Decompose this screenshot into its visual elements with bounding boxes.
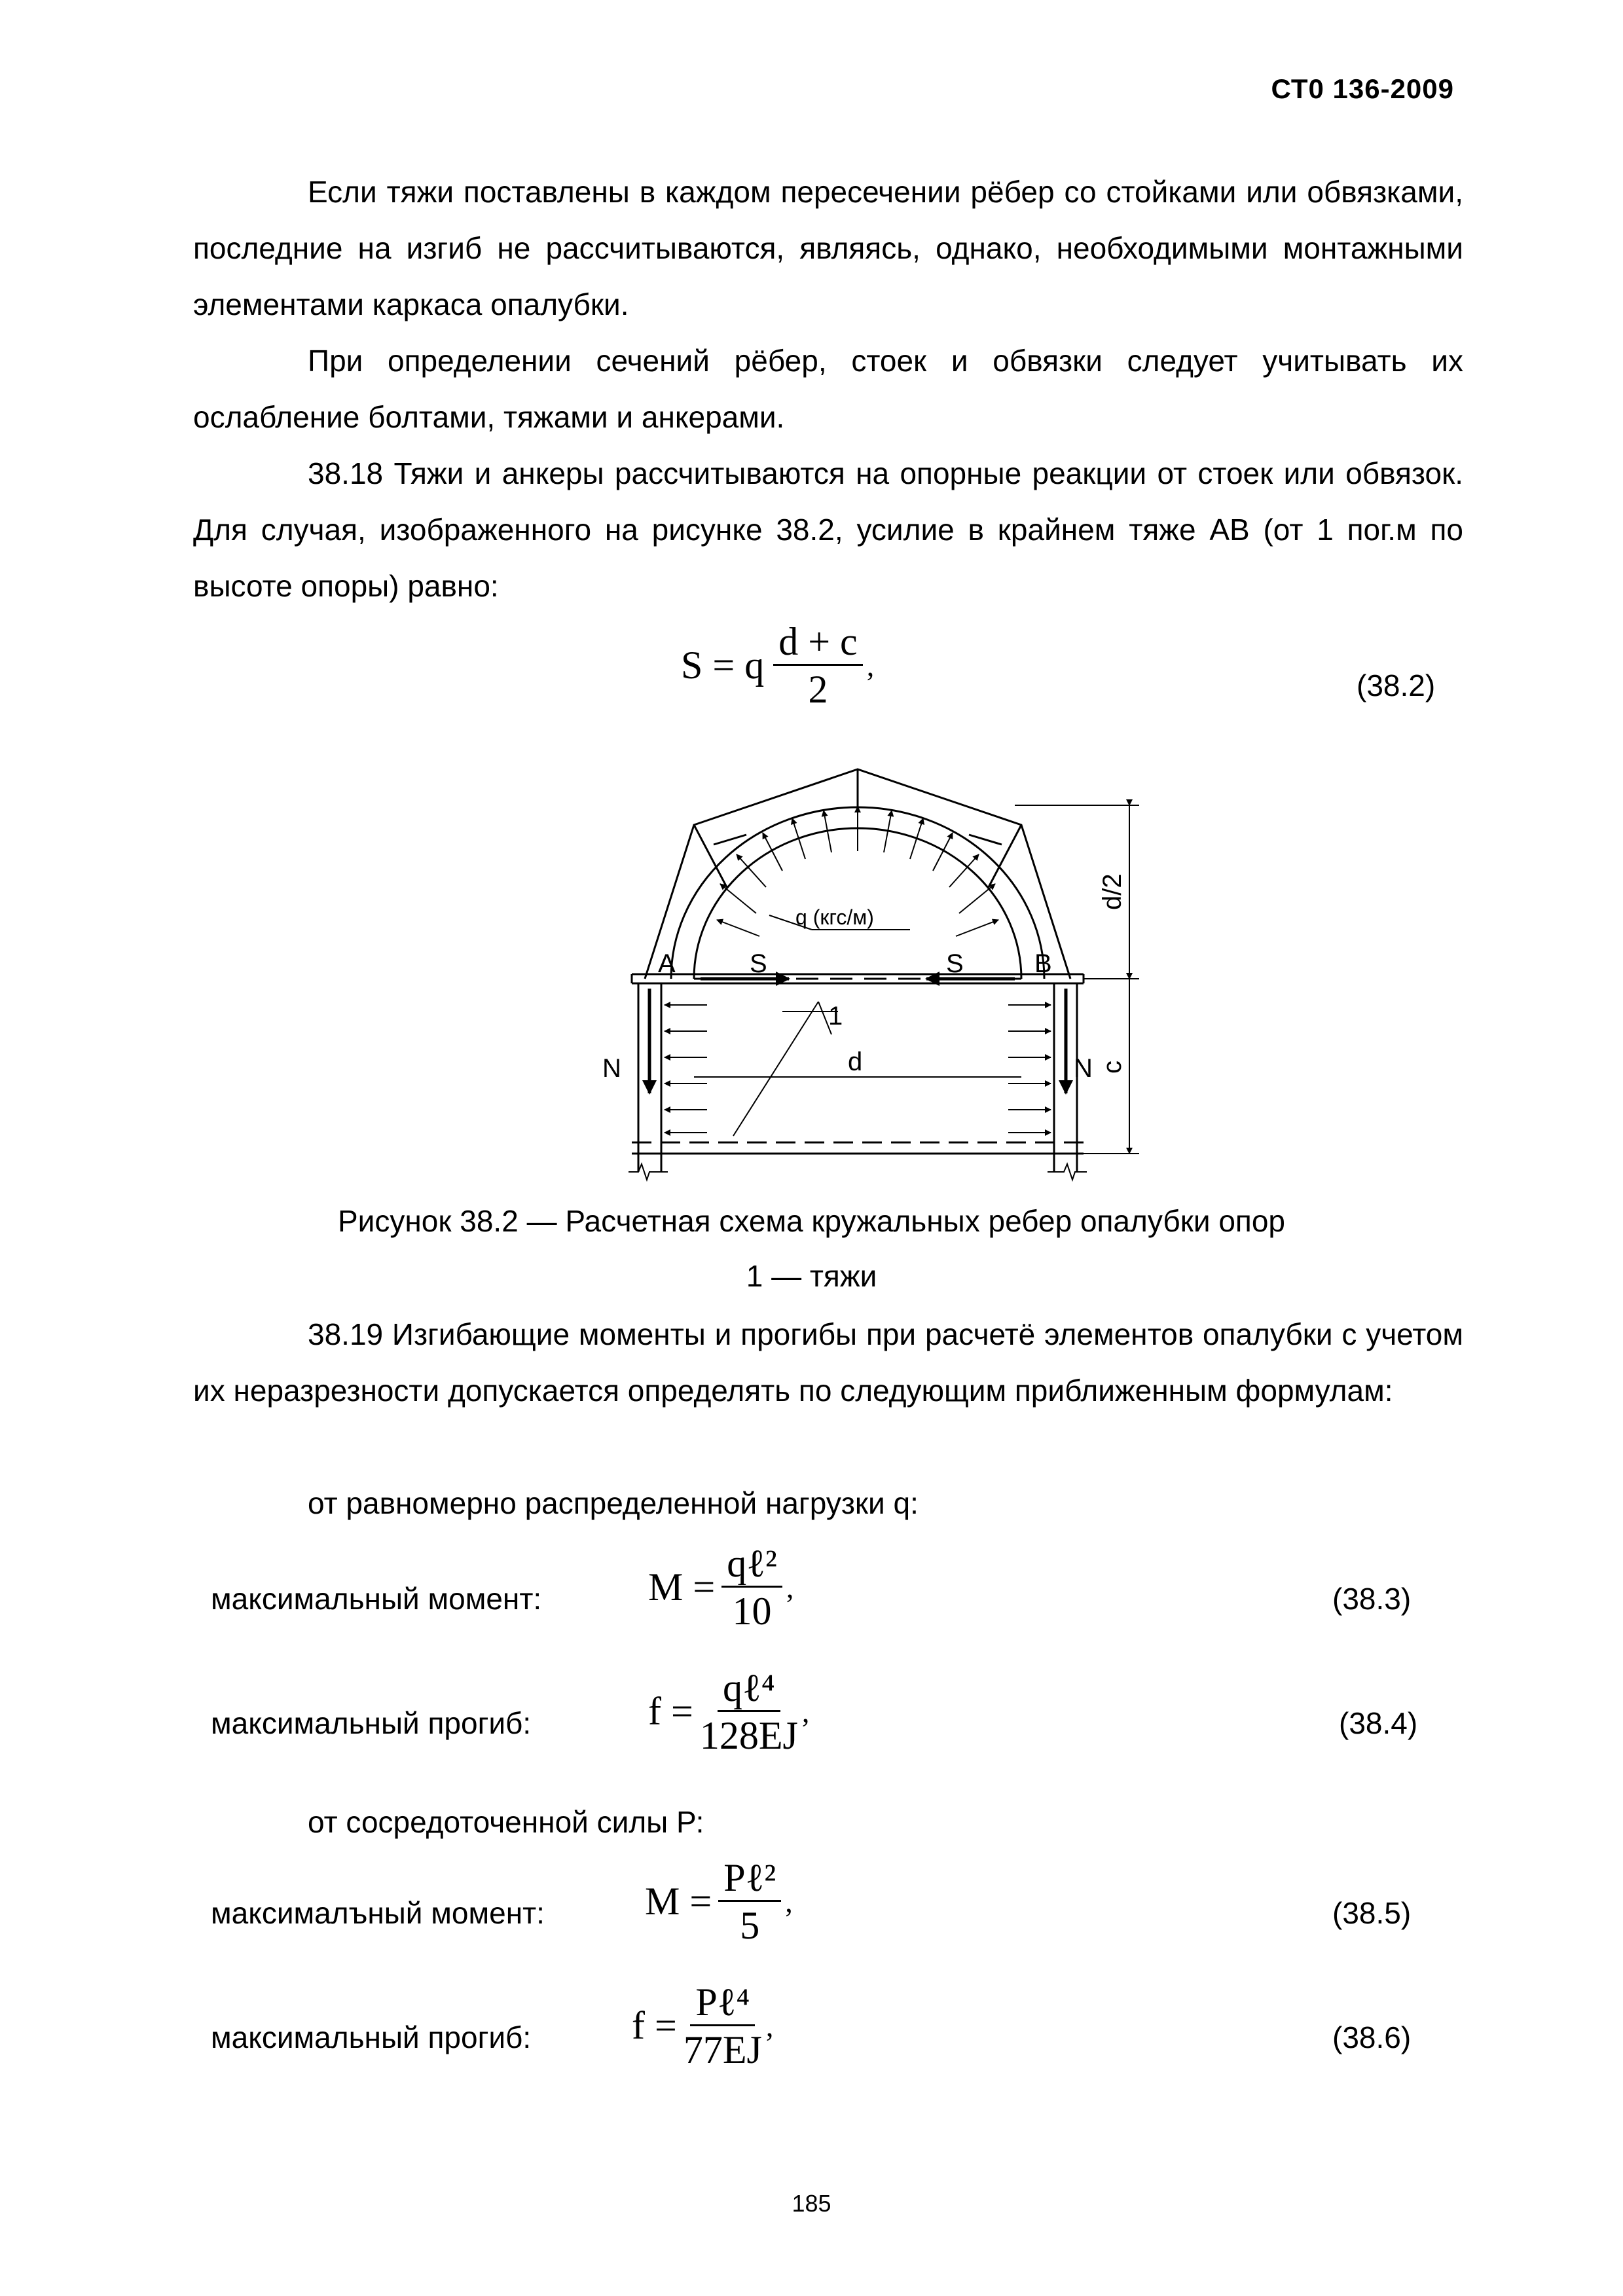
equation-fraction [700, 1668, 798, 1755]
equation-numerator: Pℓ² [718, 1858, 781, 1902]
paragraph-text: от равномерно распределенной нагрузки q: [308, 1486, 919, 1520]
document-code: СТ0 136-2009 [1271, 73, 1454, 104]
label-max-moment: максимальный момент: [211, 1582, 542, 1616]
equation-denominator: 77EJ [683, 2028, 762, 2071]
equation-denominator: 2 [808, 668, 828, 711]
equation-38-4 [648, 1668, 809, 1755]
figure-caption: Рисунок 38.2 — Расчетная схема кружальных ребер опалубки опор [338, 1204, 1285, 1238]
paragraph-tie-rods [193, 164, 1463, 333]
equation-fraction [684, 1982, 762, 2069]
equation-denominator: 5 [740, 1904, 760, 1947]
paragraph-38-18 [193, 445, 1463, 614]
label-point-a: A [658, 949, 676, 978]
equation-comma: , [785, 1885, 793, 1918]
equation-lhs: S = q [681, 644, 765, 687]
paragraph-38-19 [193, 1306, 1463, 1419]
equation-numerator: Pℓ⁴ [690, 1982, 755, 2026]
label-max-deflection: максимальный прогиб: [211, 1706, 532, 1740]
paragraph-point-load [193, 1794, 1463, 1850]
equation-number-38-3: (38.3) [1332, 1582, 1412, 1616]
load-arrows [665, 807, 1051, 1133]
paragraph-sections [193, 333, 1463, 445]
equation-lhs: M = [648, 1565, 716, 1609]
label-max-deflection-point: максимальный прогиб: [211, 2020, 532, 2054]
equation-comma: , [866, 649, 875, 682]
figure-legend: 1 — тяжи [746, 1259, 877, 1293]
equation-fraction [721, 1544, 782, 1631]
equation-numerator: qℓ² [721, 1544, 782, 1588]
equation-lhs: f = [648, 1690, 693, 1733]
label-dimension-d2: d/2 [1098, 873, 1127, 910]
label-force-n-right: N [1074, 1054, 1093, 1083]
equation-denominator: 10 [732, 1590, 772, 1633]
paragraph-text: от сосредоточенной силы Р: [308, 1805, 704, 1839]
label-force-s-right: S [946, 949, 964, 978]
equation-comma: , [786, 1571, 794, 1604]
label-load-q: q (кгс/м) [795, 905, 874, 929]
equation-number-38-2: (38.2) [1357, 668, 1436, 702]
label-dimension-d: d [848, 1048, 863, 1076]
paragraph-distributed-load [193, 1475, 1463, 1531]
equation-38-2 [681, 622, 874, 709]
equation-numerator: qℓ⁴ [718, 1668, 780, 1712]
label-force-n-left: N [602, 1054, 621, 1083]
equation-number-38-4: (38.4) [1339, 1706, 1418, 1740]
equation-number-38-6: (38.6) [1332, 2020, 1412, 2054]
equation-denominator: 128EJ [699, 1714, 798, 1757]
equation-lhs: f = [632, 2004, 677, 2047]
equation-38-3 [648, 1544, 793, 1631]
equation-38-5 [645, 1858, 793, 1945]
equation-fraction [773, 622, 862, 709]
equation-number-38-5: (38.5) [1332, 1896, 1412, 1930]
paragraph-text: 38.19 Изгибающие моменты и прогибы при расчетё элементов опалубки с учетом их неразрезности допускается определять по следующим приближенным формулам: [193, 1317, 1463, 1408]
paragraph-text: При определении сечений рёбер, стоек и обвязки следует учитывать их ослабление болтами, тяжами и анкерами. [193, 344, 1463, 434]
label-point-b: B [1034, 949, 1052, 978]
paragraph-text: 38.18 Тяжи и анкеры рассчитываются на опорные реакции от стоек или обвязок. Для случая, изображенного на рисунке 38.2, усилие в крайнем тяже АВ (от 1 пог.м по высоте опоры) равно: [193, 456, 1463, 603]
equation-comma: , [801, 1695, 810, 1728]
equation-numerator: d + c [773, 622, 862, 666]
equation-lhs: M = [645, 1880, 712, 1923]
equation-fraction [718, 1858, 781, 1945]
paragraph-text: Если тяжи поставлены в каждом пересечении рёбер со стойками или обвязками, последние на изгиб не рассчитываются, являясь, однако, необходимыми монтажными элементами каркаса опалубки. [193, 175, 1463, 321]
page-number: 185 [792, 2190, 831, 2217]
equation-38-6 [632, 1982, 773, 2069]
figure-38-2-diagram [602, 753, 1152, 1192]
label-tie-1: 1 [828, 1002, 843, 1030]
label-force-s-left: S [750, 949, 767, 978]
label-dimension-c: c [1098, 1061, 1127, 1074]
equation-comma: , [765, 2009, 774, 2043]
label-max-moment-point: максималъный момент: [211, 1896, 545, 1930]
